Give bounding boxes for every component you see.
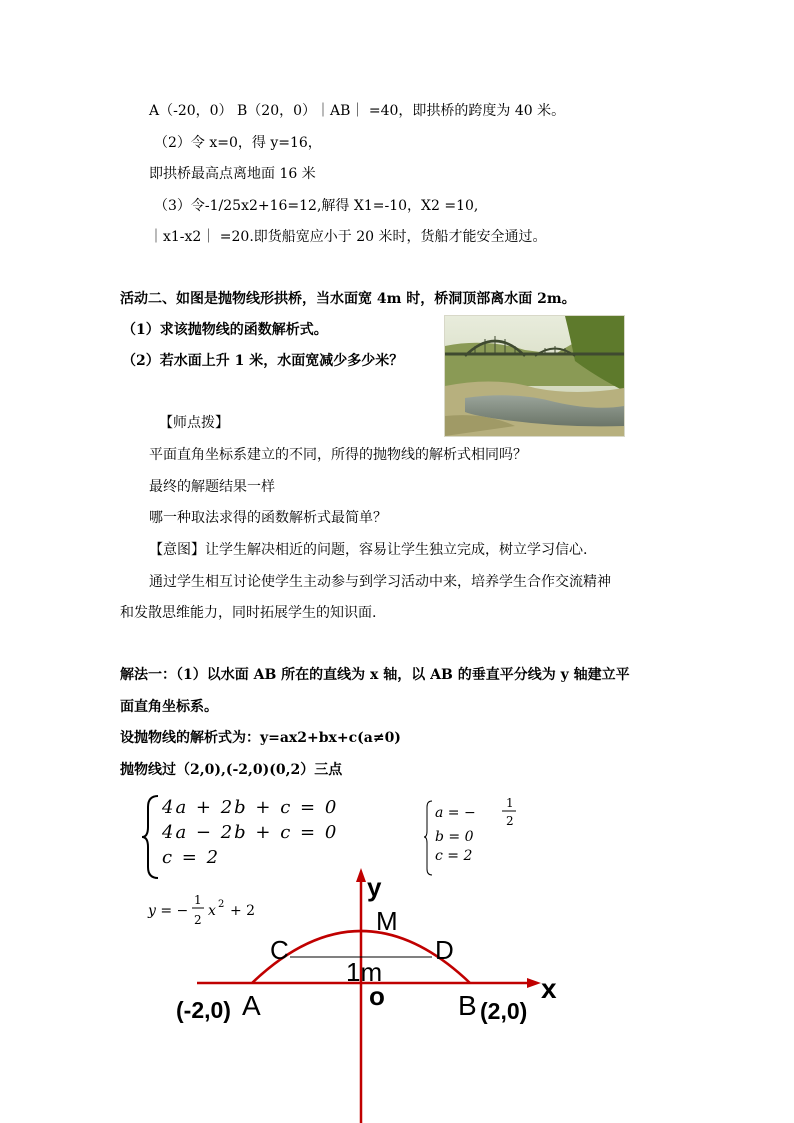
text-line: ｜x1-x2｜ =20.即货船宽应小于 20 米时，货船才能安全通过。 — [149, 229, 547, 245]
solution-title: 解法一：（1）以水面 AB 所在的直线为 x 轴，以 AB 的垂直平分线为 y 轴建立平 — [120, 667, 630, 683]
svg-text:2: 2 — [218, 899, 225, 910]
text-line: 通过学生相互讨论使学生主动参与到学习活动中来，培养学生合作交流精神 — [149, 574, 611, 590]
svg-text:2: 2 — [194, 913, 202, 927]
fraction-denominator: 2 — [506, 814, 514, 828]
intent-line: 【意图】让学生解决相近的问题，容易让学生独立完成，树立学习信心. — [149, 542, 588, 558]
coord-b-label: (2,0) — [480, 998, 528, 1024]
equation-row: 4a + 2b + c = 0 — [162, 797, 339, 818]
text-line: 哪一种取法求得的函数解析式最简单？ — [149, 510, 387, 526]
text-line: （3）令-1/25x2+16=12,解得 X1=-10，X2 =10, — [154, 198, 479, 214]
text-line: 最终的解题结果一样 — [149, 479, 275, 495]
equation-row: c = 2 — [162, 847, 221, 868]
x-axis-arrow — [527, 978, 541, 988]
point-b-label: B — [458, 990, 477, 1021]
left-brace — [142, 796, 158, 878]
svg-text:x: x — [208, 903, 216, 919]
height-label: 1m — [346, 957, 383, 987]
y-axis-arrow — [356, 868, 366, 882]
point-c-label: C — [270, 935, 289, 965]
hint-title: 【师点拨】 — [159, 415, 229, 431]
solution-row: a = − — [435, 805, 476, 821]
parabola-graph — [140, 868, 580, 1123]
coord-a-label: (-2,0) — [176, 997, 231, 1023]
text-line: 设抛物线的解析式为：y=ax2+bx+c(a≠0) — [120, 730, 401, 746]
equation-row: 4a − 2b + c = 0 — [162, 822, 339, 843]
question-1: （1）求该抛物线的函数解析式。 — [122, 322, 328, 338]
text-line: 面直角坐标系。 — [120, 699, 218, 715]
fraction-numerator: 1 — [506, 796, 514, 810]
svg-text:y = −: y = − — [148, 903, 189, 919]
text-line: 和发散思维能力，同时拓展学生的知识面. — [120, 605, 377, 621]
y-axis-label: y — [367, 872, 382, 902]
text-line: 平面直角坐标系建立的不同，所得的抛物线的解析式相同吗？ — [149, 447, 527, 463]
activity-title: 活动二、如图是抛物线形拱桥，当水面宽 4m 时，桥洞顶部离水面 2m。 — [120, 291, 576, 307]
svg-text:1: 1 — [194, 893, 202, 907]
text-line: A（-20，0） B（20，0）｜AB｜ =40，即拱桥的跨度为 40 米。 — [149, 103, 566, 119]
bridge-photo — [444, 315, 625, 437]
text-line: （2）令 x=0，得 y=16， — [154, 135, 322, 151]
point-d-label: D — [435, 935, 454, 965]
question-2: （2）若水面上升 1 米，水面宽减少多少米？ — [122, 353, 404, 369]
solution-row: b = 0 — [435, 829, 474, 845]
point-a-label: A — [242, 990, 261, 1021]
text-line: 抛物线过（2,0),(-2,0)(0,2）三点 — [120, 762, 343, 778]
point-m-label: M — [376, 906, 398, 936]
text-line: 即拱桥最高点离地面 16 米 — [149, 166, 316, 182]
right-brace — [424, 801, 432, 875]
solution-row: c = 2 — [435, 848, 473, 864]
svg-text:+ 2: + 2 — [230, 903, 256, 919]
x-axis-label: x — [541, 973, 557, 1004]
origin-label: o — [369, 981, 385, 1011]
